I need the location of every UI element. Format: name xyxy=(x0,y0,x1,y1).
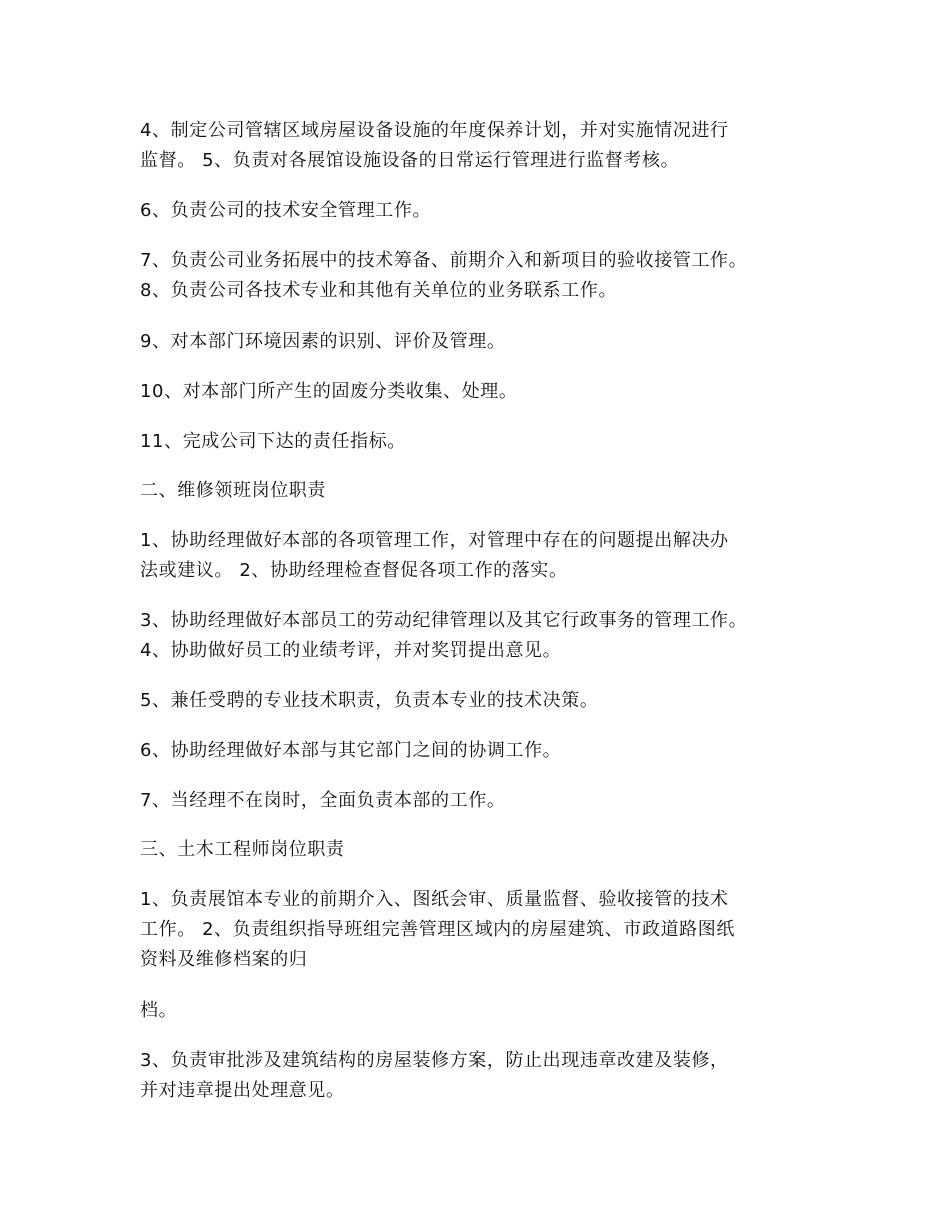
text-line: 1、负责展馆本专业的前期介入、图纸会审、质量监督、验收接管的技术 xyxy=(140,889,729,910)
text-line: 监督。 5、负责对各展馆设施设备的日常运行管理进行监督考核。 xyxy=(140,150,680,171)
text-line: 档。 xyxy=(140,1000,178,1021)
paragraph-item-11 xyxy=(140,427,820,457)
paragraph-item-9 xyxy=(140,327,820,357)
paragraph-engineer-continuation xyxy=(140,996,820,1026)
text-line: 工作。 2、负责组织指导班组完善管理区域内的房屋建筑、市政道路图纸 xyxy=(140,919,735,940)
paragraph-engineer-1-2 xyxy=(140,885,820,975)
paragraph-item-6 xyxy=(140,196,820,226)
text-line: 7、负责公司业务拓展中的技术筹备、前期介入和新项目的验收接管工作。 xyxy=(140,250,748,271)
section-heading-maintenance-foreman xyxy=(140,476,820,506)
text-line: 1、协助经理做好本部的各项管理工作，对管理中存在的问题提出解决办 xyxy=(140,530,729,551)
text-line: 3、协助经理做好本部员工的劳动纪律管理以及其它行政事务的管理工作。 xyxy=(140,610,748,631)
text-line: 并对违章提出处理意见。 xyxy=(140,1080,345,1101)
paragraph-engineer-3 xyxy=(140,1046,820,1106)
paragraph-foreman-1-2 xyxy=(140,526,820,586)
paragraph-item-10 xyxy=(140,377,820,407)
paragraph-item-4-5 xyxy=(140,116,820,176)
text-line: 9、对本部门环境因素的识别、评价及管理。 xyxy=(140,331,506,352)
text-line: 4、制定公司管辖区域房屋设备设施的年度保养计划，并对实施情况进行 xyxy=(140,120,729,141)
text-line: 法或建议。 2、协助经理检查督促各项工作的落实。 xyxy=(140,560,568,581)
text-line: 资料及维修档案的归 xyxy=(140,949,308,970)
text-line: 4、协助做好员工的业绩考评，并对奖罚提出意见。 xyxy=(140,640,562,661)
paragraph-foreman-5 xyxy=(140,686,820,716)
text-line: 二、维修领班岗位职责 xyxy=(140,480,326,501)
text-line: 5、兼任受聘的专业技术职责，负责本专业的技术决策。 xyxy=(140,690,599,711)
text-line: 7、当经理不在岗时，全面负责本部的工作。 xyxy=(140,790,506,811)
text-line: 3、负责审批涉及建筑结构的房屋装修方案，防止出现违章改建及装修， xyxy=(140,1050,729,1071)
paragraph-item-7-8 xyxy=(140,246,820,306)
paragraph-foreman-6 xyxy=(140,736,820,766)
text-line: 6、协助经理做好本部与其它部门之间的协调工作。 xyxy=(140,740,562,761)
text-line: 8、负责公司各技术专业和其他有关单位的业务联系工作。 xyxy=(140,280,618,301)
paragraph-foreman-3-4 xyxy=(140,606,820,666)
section-heading-civil-engineer xyxy=(140,835,820,865)
text-line: 三、土木工程师岗位职责 xyxy=(140,839,345,860)
text-line: 6、负责公司的技术安全管理工作。 xyxy=(140,200,432,221)
paragraph-foreman-7 xyxy=(140,786,820,816)
text-line: 10、对本部门所产生的固废分类收集、处理。 xyxy=(140,381,518,402)
text-line: 11、完成公司下达的责任指标。 xyxy=(140,431,406,452)
